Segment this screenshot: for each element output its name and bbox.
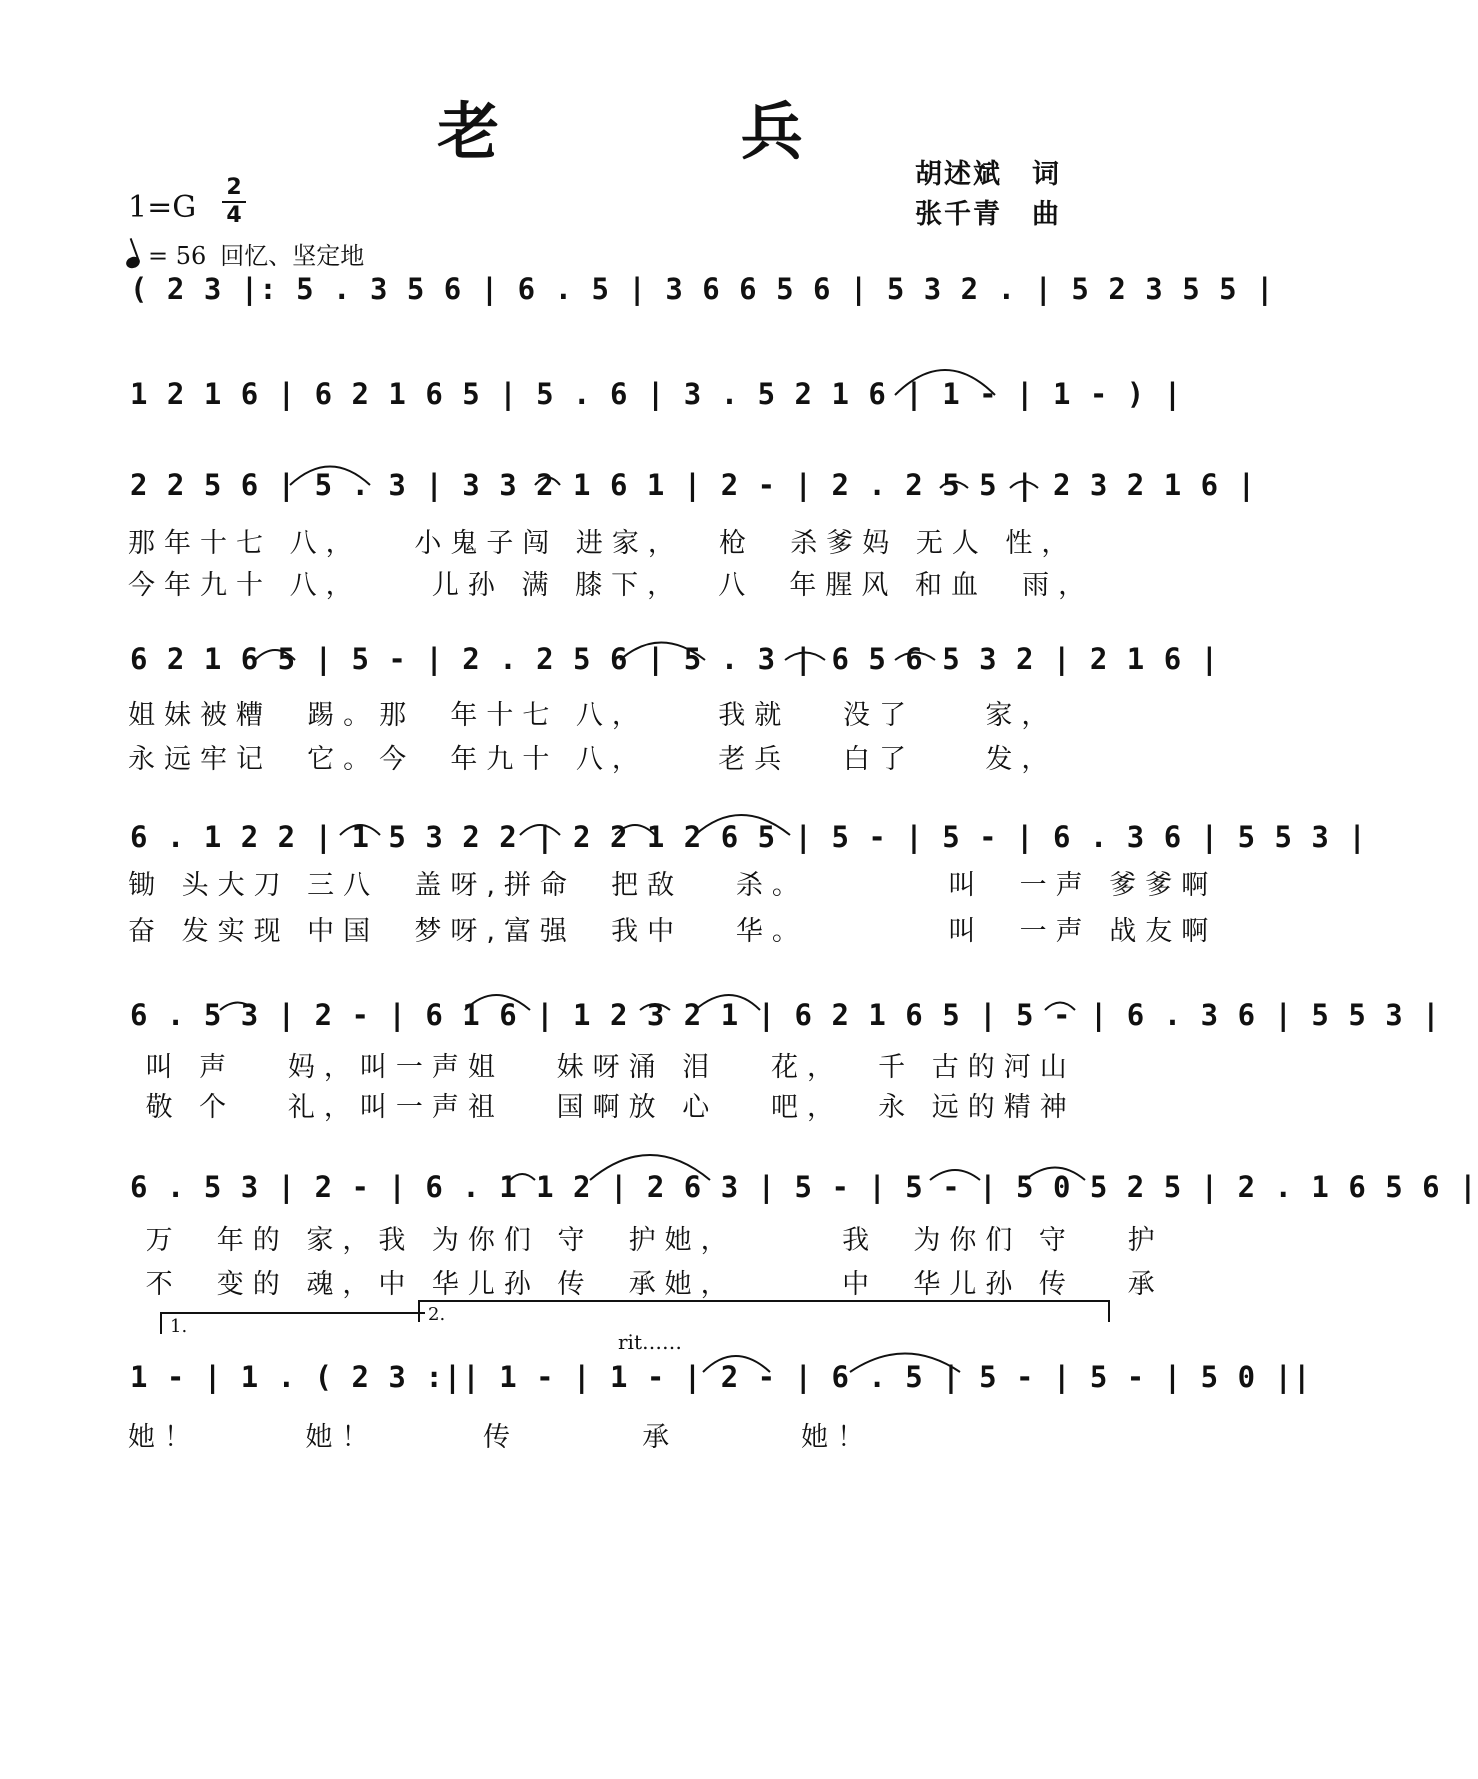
lyrics-verse1-line2: 姐妹被糟 踢。那 年十七 八， 我就 没了 家，: [128, 700, 1058, 731]
key-signature: 1=G: [128, 190, 197, 225]
notation-system-4: 6 2 1 6 5 | 5 - | 2 . 2 5 6 | 5 . 3 | 6 5 6 5 3 2 | 2 1 6 |: [130, 642, 1220, 676]
song-title: 老 兵: [437, 95, 913, 168]
lyricist-credit: [915, 152, 1061, 191]
notation-system-7: 6 . 5 3 | 2 - | 6 . 1 1 2 | 2 6 3 | 5 - | 5 - | 5 0 5 2 5 | 2 . 1 6 5 6 |: [130, 1170, 1478, 1204]
lyricist-role: 词: [1032, 159, 1061, 190]
lyrics-final-line: 她！ 她！ 传 承 她！: [128, 1422, 874, 1453]
lyrics-verse1-line3: 锄 头大刀 三八 盖呀,拼命 把敌 杀。 叫 一声 爹爹啊: [128, 870, 1218, 901]
lyrics-verse2-line4: 敬 个 礼，叫一声祖 国啊放 心 吧， 永 远的精神: [128, 1092, 1076, 1123]
tempo-marking: [126, 236, 364, 271]
meter-bottom: 4: [226, 203, 242, 228]
lyrics-verse1-line4: 叫 声 妈，叫一声姐 妹呀涌 泪 花， 千 古的河山: [128, 1052, 1076, 1083]
lyrics-verse2-line1: 今年九十 八， 儿孙 满 膝下， 八 年腥风 和血 雨，: [128, 570, 1095, 601]
meter-top: 2: [226, 175, 242, 200]
volta-2-bracket: [418, 1300, 1110, 1325]
ritardando-marking: rit……: [618, 1330, 682, 1354]
lyricist-name: 胡述斌: [915, 159, 1002, 190]
notation-system-3: 2 2 5 6 | 5 . 3 | 3 3 2 1 6 1 | 2 - | 2 . 2 5 5 | 2 3 2 1 6 |: [130, 468, 1257, 502]
notation-system-8: 1 - | 1 . ( 2 3 :|| 1 - | 1 - | 2 - | 6 . 5 | 5 - | 5 - | 5 0 ||: [130, 1360, 1312, 1394]
volta-2-label: 2.: [428, 1304, 446, 1325]
notation-system-2: 1 2 1 6 | 6 2 1 6 5 | 5 . 6 | 3 . 5 2 1 6 | 1 - | 1 - ) |: [130, 377, 1183, 411]
composer-name: 张千青: [915, 199, 1002, 230]
quarter-note-icon: [125, 255, 142, 270]
volta-1-label: 1.: [170, 1316, 188, 1337]
lyrics-verse2-line2: 永远牢记 它。今 年九十 八， 老兵 白了 发，: [128, 744, 1058, 775]
lyrics-verse1-line5: 万 年的 家，我 为你们 守 护她， 我 为你们 守 护: [128, 1225, 1164, 1256]
notation-system-1: ( 2 3 |: 5 . 3 5 6 | 6 . 5 | 3 6 6 5 6 | 5 3 2 . | 5 2 3 5 5 |: [130, 272, 1275, 306]
notation-system-6: 6 . 5 3 | 2 - | 6 1 6 | 1 2 3 2 1 | 6 2 1 6 5 | 5 - | 6 . 3 6 | 5 5 3 |: [130, 998, 1441, 1032]
lyrics-verse2-line3: 奋 发实现 中国 梦呀,富强 我中 华。 叫 一声 战友啊: [128, 916, 1218, 947]
volta-1-bracket: [160, 1312, 425, 1337]
time-signature: [222, 176, 246, 228]
tempo-expression: 回忆、坚定地: [220, 242, 365, 270]
tempo-value: = 56: [148, 242, 207, 270]
composer-role: 曲: [1032, 199, 1061, 230]
notation-system-5: 6 . 1 2 2 | 1 5 3 2 2 | 2 2 1 2 6 5 | 5 - | 5 - | 6 . 3 6 | 5 5 3 |: [130, 820, 1367, 854]
lyrics-verse2-line5: 不 变的 魂，中 华儿孙 传 承她， 中 华儿孙 传 承: [128, 1269, 1164, 1300]
composer-credit: [915, 192, 1061, 231]
lyrics-verse1-line1: 那年十七 八， 小鬼子闯 进家， 枪 杀爹妈 无人 性，: [128, 528, 1078, 559]
